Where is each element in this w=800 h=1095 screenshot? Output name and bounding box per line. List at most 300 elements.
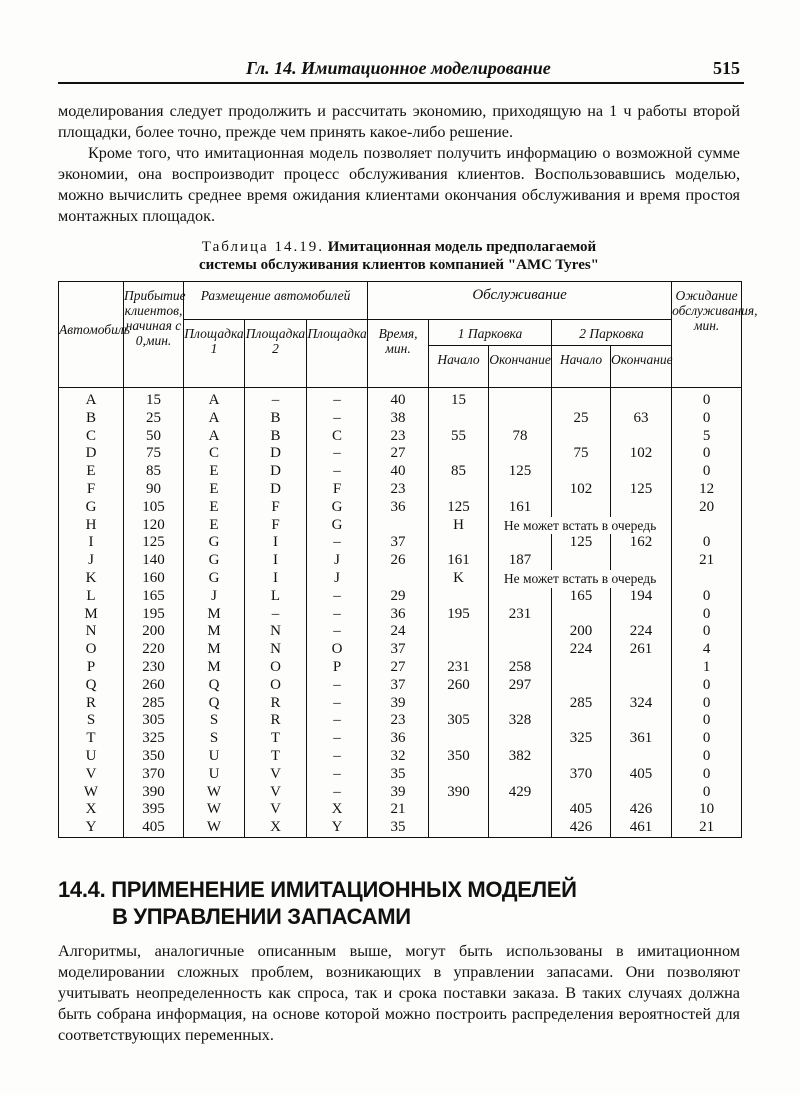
table-cell: 39 (368, 784, 429, 802)
table-cell: – (307, 712, 368, 730)
table-cell: 0 (672, 463, 742, 481)
table-cell: 258 (489, 659, 552, 677)
table-cell: D (245, 481, 307, 499)
table-cell: O (307, 641, 368, 659)
table-cell (489, 695, 552, 713)
table-cell: – (245, 388, 307, 410)
table-cell: 37 (368, 534, 429, 552)
table-cell: H (429, 517, 489, 535)
table-cell: – (307, 748, 368, 766)
table-row (59, 784, 742, 802)
table-cell: 21 (672, 819, 742, 837)
table-cell (611, 428, 672, 446)
table-cell: R (245, 695, 307, 713)
table-cell (552, 552, 611, 570)
table-cell: G (184, 534, 245, 552)
table-cell: 38 (368, 410, 429, 428)
table-cell: 36 (368, 730, 429, 748)
table-cell (368, 517, 429, 535)
table-row (59, 748, 742, 766)
table-cell (489, 641, 552, 659)
table-cell: N (245, 641, 307, 659)
table-cell: J (307, 552, 368, 570)
running-header (58, 56, 744, 84)
table-cell: 36 (368, 499, 429, 517)
table-cell: – (307, 784, 368, 802)
table-cell: 231 (429, 659, 489, 677)
table-cell (489, 623, 552, 641)
table-cell (672, 517, 742, 535)
table-cell: 85 (429, 463, 489, 481)
table-cell: 405 (611, 766, 672, 784)
table-cell: – (307, 445, 368, 463)
table-cell: 224 (552, 641, 611, 659)
table-cell (489, 819, 552, 837)
table-cell: 0 (672, 695, 742, 713)
table-cell (489, 388, 552, 410)
table-cell (429, 695, 489, 713)
table-cell: M (184, 606, 245, 624)
table-cell: B (245, 428, 307, 446)
table-cell: – (245, 606, 307, 624)
table-cell: 125 (124, 534, 184, 552)
table-cell: D (245, 463, 307, 481)
table-cell: 187 (489, 552, 552, 570)
table-cell: 120 (124, 517, 184, 535)
table-cell: 23 (368, 428, 429, 446)
table-cell (429, 588, 489, 606)
table-cell: – (307, 588, 368, 606)
table-cell: 0 (672, 445, 742, 463)
table-cell: 39 (368, 695, 429, 713)
table-row (59, 730, 742, 748)
table-cell (611, 499, 672, 517)
table-cell (489, 481, 552, 499)
table-cell: – (307, 410, 368, 428)
table-cell: K (59, 570, 124, 588)
table-cell: 75 (552, 445, 611, 463)
table-cell: C (307, 428, 368, 446)
table-cell: 1 (672, 659, 742, 677)
table-cell: 224 (611, 623, 672, 641)
col-header-car: Автомобиль (59, 282, 124, 388)
table-cell: L (245, 588, 307, 606)
table-cell: C (184, 445, 245, 463)
table-cell: 32 (368, 748, 429, 766)
table-row (59, 499, 742, 517)
table-cell: 165 (124, 588, 184, 606)
table-row (59, 517, 742, 535)
table-cell: F (245, 499, 307, 517)
table-cell (611, 552, 672, 570)
table-cell (429, 730, 489, 748)
table-row (59, 766, 742, 784)
table-row (59, 570, 742, 588)
table-cell: V (245, 801, 307, 819)
table-cell: X (245, 819, 307, 837)
table-cell: 0 (672, 712, 742, 730)
table-cell: 0 (672, 623, 742, 641)
table-cell: V (245, 766, 307, 784)
table-cell: B (59, 410, 124, 428)
col-header-park1: 1 Парковка (429, 320, 552, 346)
table-cell: 35 (368, 766, 429, 784)
table-cell: 25 (552, 410, 611, 428)
table-cell: – (307, 623, 368, 641)
table-cell: – (307, 677, 368, 695)
table-cell: 102 (552, 481, 611, 499)
table-cell: 21 (368, 801, 429, 819)
table-cell: 55 (429, 428, 489, 446)
table-cell: 125 (429, 499, 489, 517)
table-cell: 161 (429, 552, 489, 570)
table-cell: – (307, 463, 368, 481)
table-cell: 324 (611, 695, 672, 713)
table-cell: 125 (489, 463, 552, 481)
table-cell: 0 (672, 388, 742, 410)
col-header-area1: Площадка 1 (184, 320, 245, 388)
table-cell: 395 (124, 801, 184, 819)
table-cell: 29 (368, 588, 429, 606)
col-header-arrival: Прибытие клиентов, начиная с 0,мин. (124, 282, 184, 388)
table-cell: T (59, 730, 124, 748)
table-cell: G (307, 499, 368, 517)
table-cell: K (429, 570, 489, 588)
table-cell: 0 (672, 730, 742, 748)
chapter-title: Гл. 14. Имитационное моделирование (246, 58, 551, 78)
table-caption (58, 238, 740, 256)
table-row (59, 641, 742, 659)
table-cell (489, 410, 552, 428)
table-cell: 63 (611, 410, 672, 428)
table-cell: 426 (611, 801, 672, 819)
table-row (59, 801, 742, 819)
table-cell: U (59, 748, 124, 766)
table-cell: A (184, 410, 245, 428)
table-cell: 0 (672, 606, 742, 624)
table-cell (429, 819, 489, 837)
table-row (59, 588, 742, 606)
table-cell: W (59, 784, 124, 802)
table-cell: Q (59, 677, 124, 695)
table-cell (429, 623, 489, 641)
table-cell: R (59, 695, 124, 713)
col-header-time: Время, мин. (368, 320, 429, 388)
table-cell: 382 (489, 748, 552, 766)
table-cell: J (59, 552, 124, 570)
table-cell: S (184, 730, 245, 748)
table-row (59, 623, 742, 641)
table-cell: 0 (672, 766, 742, 784)
table-cell: 350 (429, 748, 489, 766)
table-cell (429, 410, 489, 428)
table-cell: 25 (124, 410, 184, 428)
table-cell: M (184, 623, 245, 641)
table-cell: Q (184, 695, 245, 713)
table-cell: M (184, 641, 245, 659)
table-cell (611, 659, 672, 677)
table-cell: G (184, 570, 245, 588)
table-cell: E (184, 463, 245, 481)
table-cell: 90 (124, 481, 184, 499)
table-cell (672, 570, 742, 588)
table-cell: I (245, 552, 307, 570)
table-cell: 200 (124, 623, 184, 641)
table-cell: 102 (611, 445, 672, 463)
col-header-area3: Площадка (307, 320, 368, 388)
table-cell: F (307, 481, 368, 499)
section-paragraph: Алгоритмы, аналогичные описанным выше, могут быть использованы в имитационном моделировании сложных проблем, возникающих в управлении запасами. Они позволяют учитывать неопределенность как спроса, так и срока поставки заказа. В таких случаях должна быть собрана информация, на основе которой можно построить распределения вероятностей для соответствующих переменных. (58, 942, 740, 1044)
table-cell: 35 (368, 819, 429, 837)
table-cell (429, 534, 489, 552)
table-cell: 125 (552, 534, 611, 552)
table-cell: E (59, 463, 124, 481)
table-cell: J (184, 588, 245, 606)
table-cell: 325 (124, 730, 184, 748)
table-cell: 195 (429, 606, 489, 624)
table-cell: 10 (672, 801, 742, 819)
table-cell: 37 (368, 641, 429, 659)
table-cell (429, 445, 489, 463)
table-cell: 165 (552, 588, 611, 606)
table-cell: 23 (368, 481, 429, 499)
paragraph-1: моделирования следует продолжить и рассчитать экономию, приходящую на 1 ч работы второй площадки, более точно, прежде чем принять какое-либо решение. (58, 102, 740, 141)
table-cell: I (245, 534, 307, 552)
table-cell: 390 (429, 784, 489, 802)
table-cell: 328 (489, 712, 552, 730)
table-body (59, 388, 742, 838)
table-cell: 21 (672, 552, 742, 570)
col-header-placement: Размещение автомобилей (184, 282, 368, 320)
table-cell (552, 463, 611, 481)
table-cell (611, 463, 672, 481)
table-cell: V (59, 766, 124, 784)
table-cell (611, 388, 672, 410)
col-header-area2: Площадка 2 (245, 320, 307, 388)
table-cell: 195 (124, 606, 184, 624)
table-cell: 140 (124, 552, 184, 570)
table-cell: – (307, 766, 368, 784)
table-cell: I (245, 570, 307, 588)
table-cell: Y (307, 819, 368, 837)
table-cell: B (245, 410, 307, 428)
table-cell: 405 (124, 819, 184, 837)
table-row (59, 695, 742, 713)
table-cell: C (59, 428, 124, 446)
col-header-wait: Ожидание обслуживания, мин. (672, 282, 742, 388)
table-cell: 75 (124, 445, 184, 463)
table-cell: 161 (489, 499, 552, 517)
table-label: Таблица 14.19. (201, 239, 324, 255)
table-cell: 261 (611, 641, 672, 659)
table-cell: 50 (124, 428, 184, 446)
table-cell (429, 481, 489, 499)
table-cell: 429 (489, 784, 552, 802)
table-cell (552, 712, 611, 730)
table-row (59, 428, 742, 446)
table-cell: 370 (552, 766, 611, 784)
table-cell: F (245, 517, 307, 535)
table-cell: D (59, 445, 124, 463)
table-cell: – (307, 534, 368, 552)
table-cell: 78 (489, 428, 552, 446)
table-row (59, 445, 742, 463)
table-cell: 285 (124, 695, 184, 713)
table-cell (489, 445, 552, 463)
table-cell (552, 677, 611, 695)
table-row (59, 606, 742, 624)
table-cell: 361 (611, 730, 672, 748)
table-cell: Q (184, 677, 245, 695)
col-header-park2-start: Начало (552, 346, 611, 388)
section-heading-line1: 14.4. ПРИМЕНЕНИЕ ИМИТАЦИОННЫХ МОДЕЛЕЙ (58, 877, 577, 902)
table-cell: 200 (552, 623, 611, 641)
table-cell: E (184, 499, 245, 517)
table-cell: M (184, 659, 245, 677)
table-cell: H (59, 517, 124, 535)
table-cell: L (59, 588, 124, 606)
table-cell (611, 677, 672, 695)
table-cell (611, 748, 672, 766)
table-cell: T (245, 730, 307, 748)
table-cell (368, 570, 429, 588)
table-cell: 260 (429, 677, 489, 695)
table-cell: 0 (672, 784, 742, 802)
table-cell: 23 (368, 712, 429, 730)
table-cell (552, 606, 611, 624)
table-row (59, 481, 742, 499)
table-cell: 0 (672, 677, 742, 695)
table-cell: 0 (672, 410, 742, 428)
table-cell (552, 428, 611, 446)
table-cell: 350 (124, 748, 184, 766)
cannot-queue-note: Не может встать в очередь (489, 517, 672, 535)
table-cell (611, 784, 672, 802)
table-cell: Y (59, 819, 124, 837)
table-cell (552, 499, 611, 517)
table-cell: I (59, 534, 124, 552)
table-caption-line1: Имитационная модель предполагаемой (327, 239, 597, 255)
table-row (59, 677, 742, 695)
table-cell: 305 (124, 712, 184, 730)
table-cell: 285 (552, 695, 611, 713)
table-cell: 194 (611, 588, 672, 606)
table-row (59, 388, 742, 410)
table-cell: R (245, 712, 307, 730)
table-cell: 220 (124, 641, 184, 659)
paragraph-2: Кроме того, что имитационная модель позволяет получить информацию о возможной сумме экономии, она воспроизводит процесс обслуживания клиентов. Воспользовавшись моделью, можно вычислить среднее время ожидания клиентами окончания обслуживания и время простоя монтажных площадок. (58, 144, 740, 225)
col-header-park2: 2 Парковка (552, 320, 672, 346)
table-cell (611, 606, 672, 624)
table-cell: X (307, 801, 368, 819)
table-cell (489, 766, 552, 784)
table-cell: 0 (672, 534, 742, 552)
table-cell: 15 (124, 388, 184, 410)
table-cell (489, 801, 552, 819)
table-cell: A (184, 428, 245, 446)
cannot-queue-note: Не может встать в очередь (489, 570, 672, 588)
table-cell (489, 588, 552, 606)
table-cell: 15 (429, 388, 489, 410)
table-row (59, 534, 742, 552)
table-cell: – (307, 730, 368, 748)
table-cell (552, 388, 611, 410)
table-cell: 24 (368, 623, 429, 641)
table-cell: 426 (552, 819, 611, 837)
table-cell: 26 (368, 552, 429, 570)
table-cell: 4 (672, 641, 742, 659)
table-cell: 40 (368, 388, 429, 410)
table-cell: 231 (489, 606, 552, 624)
table-cell: 370 (124, 766, 184, 784)
table-row (59, 819, 742, 837)
table-row (59, 712, 742, 730)
table-cell: 0 (672, 748, 742, 766)
table-cell: 40 (368, 463, 429, 481)
table-cell: V (245, 784, 307, 802)
table-cell: D (245, 445, 307, 463)
table-cell: 305 (429, 712, 489, 730)
simulation-table (58, 281, 758, 838)
table-cell (429, 801, 489, 819)
table-cell: A (59, 388, 124, 410)
table-cell: W (184, 784, 245, 802)
table-cell: 230 (124, 659, 184, 677)
table-cell: P (59, 659, 124, 677)
table-cell: G (184, 552, 245, 570)
table-cell (489, 730, 552, 748)
table-cell: P (307, 659, 368, 677)
table-cell: 36 (368, 606, 429, 624)
table-cell: J (307, 570, 368, 588)
table-cell: W (184, 819, 245, 837)
table-cell: U (184, 766, 245, 784)
table-cell: S (59, 712, 124, 730)
table-row (59, 659, 742, 677)
table-cell: 0 (672, 588, 742, 606)
table-row (59, 552, 742, 570)
table-cell: 325 (552, 730, 611, 748)
table-cell: 5 (672, 428, 742, 446)
table-cell: – (307, 695, 368, 713)
table-cell: 125 (611, 481, 672, 499)
table-cell: – (307, 606, 368, 624)
col-header-park2-end: Окончание (611, 346, 672, 388)
table-cell: F (59, 481, 124, 499)
table-cell: E (184, 481, 245, 499)
table-cell: 85 (124, 463, 184, 481)
table-cell: 27 (368, 445, 429, 463)
table-cell: N (59, 623, 124, 641)
table-cell: E (184, 517, 245, 535)
table-cell: 37 (368, 677, 429, 695)
table-cell: 12 (672, 481, 742, 499)
col-header-park1-start: Начало (429, 346, 489, 388)
table-cell: S (184, 712, 245, 730)
table-cell (552, 784, 611, 802)
table-cell (552, 748, 611, 766)
table-cell: 105 (124, 499, 184, 517)
table-cell (611, 712, 672, 730)
table-cell: U (184, 748, 245, 766)
table-cell (552, 659, 611, 677)
table-caption-line2: системы обслуживания клиентов компанией "AMC Tyres" (198, 257, 600, 273)
table-cell: O (59, 641, 124, 659)
section-heading-line2: В УПРАВЛЕНИИ ЗАПАСАМИ (112, 904, 411, 929)
table-row (59, 410, 742, 428)
table-cell: 390 (124, 784, 184, 802)
table-cell: 260 (124, 677, 184, 695)
